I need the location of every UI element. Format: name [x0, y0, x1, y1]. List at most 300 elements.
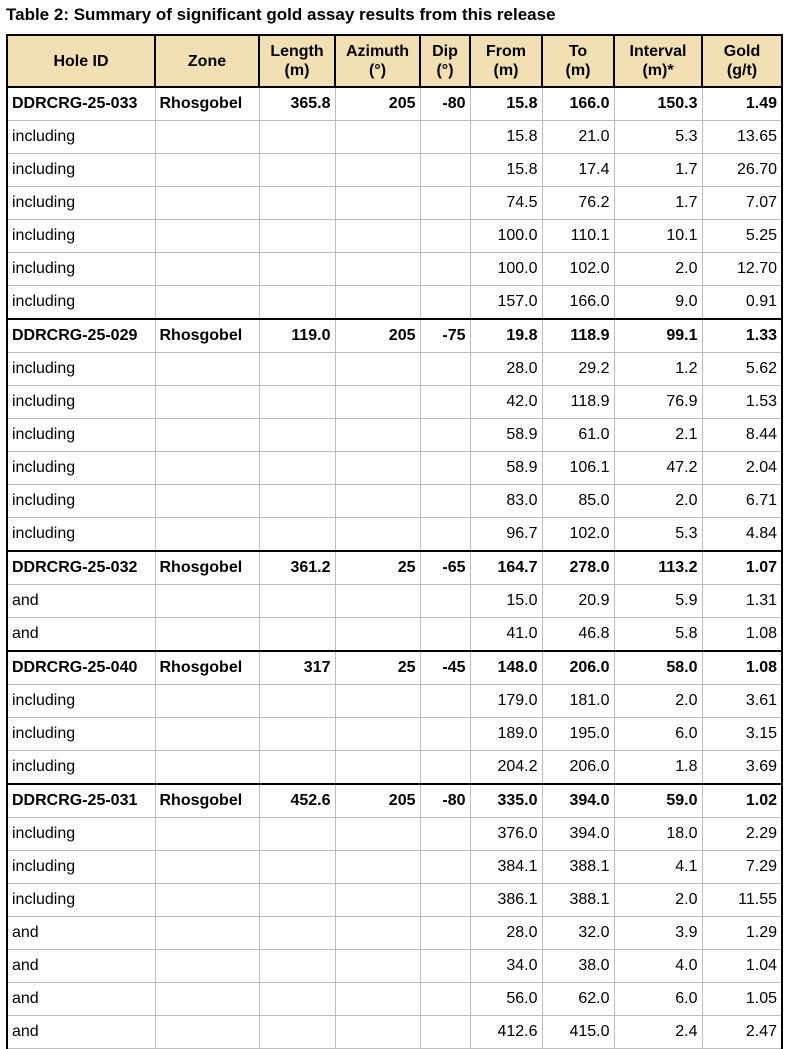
table-row: [7, 585, 782, 618]
cell-hole-id: DDRCRG-25-040: [7, 651, 155, 685]
cell-zone: [155, 1016, 259, 1049]
cell-interval: 99.1: [614, 319, 702, 353]
cell-hole-id: and: [7, 618, 155, 652]
table-row: [7, 751, 782, 785]
table-row: [7, 950, 782, 983]
cell-hole-id: including: [7, 518, 155, 552]
header-length: Length (m): [259, 35, 335, 87]
cell-azimuth: [335, 751, 420, 785]
cell-hole-id: including: [7, 818, 155, 851]
cell-dip: -80: [420, 87, 470, 121]
cell-from: 19.8: [470, 319, 542, 353]
cell-length: [259, 983, 335, 1016]
cell-gold: 1.07: [702, 551, 782, 585]
cell-gold: 1.31: [702, 585, 782, 618]
cell-hole-id: including: [7, 154, 155, 187]
cell-to: 106.1: [542, 452, 614, 485]
cell-hole-id: DDRCRG-25-032: [7, 551, 155, 585]
cell-dip: [420, 917, 470, 950]
cell-length: [259, 518, 335, 552]
cell-to: 46.8: [542, 618, 614, 652]
cell-length: [259, 818, 335, 851]
cell-length: 361.2: [259, 551, 335, 585]
cell-azimuth: [335, 154, 420, 187]
cell-gold: 2.29: [702, 818, 782, 851]
cell-hole-id: and: [7, 983, 155, 1016]
cell-zone: [155, 419, 259, 452]
cell-from: 58.9: [470, 419, 542, 452]
cell-interval: 1.7: [614, 154, 702, 187]
cell-gold: 1.53: [702, 386, 782, 419]
table-row: [7, 1016, 782, 1049]
cell-from: 376.0: [470, 818, 542, 851]
cell-gold: 12.70: [702, 253, 782, 286]
cell-to: 17.4: [542, 154, 614, 187]
cell-to: 32.0: [542, 917, 614, 950]
cell-zone: [155, 518, 259, 552]
cell-zone: Rhosgobel: [155, 651, 259, 685]
cell-dip: [420, 618, 470, 652]
cell-gold: 4.84: [702, 518, 782, 552]
table-row: [7, 452, 782, 485]
cell-length: [259, 585, 335, 618]
cell-zone: [155, 253, 259, 286]
cell-gold: 1.49: [702, 87, 782, 121]
cell-azimuth: [335, 983, 420, 1016]
cell-zone: [155, 950, 259, 983]
cell-dip: [420, 585, 470, 618]
cell-dip: [420, 1016, 470, 1049]
cell-dip: [420, 386, 470, 419]
cell-azimuth: [335, 419, 420, 452]
cell-azimuth: 25: [335, 651, 420, 685]
cell-length: [259, 154, 335, 187]
cell-to: 166.0: [542, 286, 614, 320]
cell-hole-id: DDRCRG-25-029: [7, 319, 155, 353]
cell-zone: [155, 353, 259, 386]
cell-from: 28.0: [470, 353, 542, 386]
cell-to: 29.2: [542, 353, 614, 386]
cell-hole-id: including: [7, 751, 155, 785]
cell-azimuth: [335, 518, 420, 552]
cell-hole-id: including: [7, 485, 155, 518]
cell-to: 206.0: [542, 651, 614, 685]
cell-length: [259, 718, 335, 751]
cell-interval: 2.1: [614, 419, 702, 452]
cell-length: [259, 452, 335, 485]
cell-gold: 3.15: [702, 718, 782, 751]
cell-interval: 2.0: [614, 685, 702, 718]
cell-length: [259, 220, 335, 253]
cell-hole-id: and: [7, 917, 155, 950]
cell-length: 365.8: [259, 87, 335, 121]
cell-length: [259, 353, 335, 386]
cell-zone: [155, 154, 259, 187]
cell-to: 85.0: [542, 485, 614, 518]
cell-interval: 58.0: [614, 651, 702, 685]
cell-to: 76.2: [542, 187, 614, 220]
cell-hole-id: including: [7, 718, 155, 751]
cell-hole-id: including: [7, 253, 155, 286]
cell-azimuth: [335, 1016, 420, 1049]
cell-interval: 9.0: [614, 286, 702, 320]
cell-interval: 4.0: [614, 950, 702, 983]
cell-azimuth: [335, 253, 420, 286]
cell-interval: 2.0: [614, 884, 702, 917]
cell-from: 41.0: [470, 618, 542, 652]
cell-zone: Rhosgobel: [155, 87, 259, 121]
cell-to: 102.0: [542, 518, 614, 552]
header-interval: Interval (m)*: [614, 35, 702, 87]
cell-gold: 1.05: [702, 983, 782, 1016]
hole-row: [7, 651, 782, 685]
cell-interval: 5.8: [614, 618, 702, 652]
cell-interval: 5.9: [614, 585, 702, 618]
cell-interval: 2.4: [614, 1016, 702, 1049]
table-row: [7, 121, 782, 154]
table-row: [7, 485, 782, 518]
cell-gold: 1.02: [702, 784, 782, 818]
table-row: [7, 154, 782, 187]
cell-azimuth: [335, 485, 420, 518]
table-row: [7, 187, 782, 220]
cell-interval: 5.3: [614, 121, 702, 154]
cell-gold: 1.04: [702, 950, 782, 983]
cell-to: 38.0: [542, 950, 614, 983]
cell-to: 394.0: [542, 818, 614, 851]
cell-length: 452.6: [259, 784, 335, 818]
cell-hole-id: including: [7, 452, 155, 485]
hole-row: [7, 551, 782, 585]
cell-azimuth: [335, 286, 420, 320]
cell-from: 335.0: [470, 784, 542, 818]
cell-azimuth: [335, 685, 420, 718]
header-zone: Zone: [155, 35, 259, 87]
table-row: [7, 884, 782, 917]
cell-gold: 1.08: [702, 618, 782, 652]
cell-dip: [420, 718, 470, 751]
cell-interval: 2.0: [614, 253, 702, 286]
cell-from: 157.0: [470, 286, 542, 320]
cell-interval: 1.8: [614, 751, 702, 785]
cell-from: 15.0: [470, 585, 542, 618]
cell-azimuth: [335, 220, 420, 253]
cell-hole-id: including: [7, 353, 155, 386]
cell-length: [259, 751, 335, 785]
cell-azimuth: [335, 187, 420, 220]
cell-dip: -80: [420, 784, 470, 818]
cell-from: 34.0: [470, 950, 542, 983]
cell-zone: Rhosgobel: [155, 551, 259, 585]
cell-dip: [420, 253, 470, 286]
cell-from: 204.2: [470, 751, 542, 785]
cell-dip: [420, 851, 470, 884]
cell-interval: 6.0: [614, 983, 702, 1016]
cell-dip: -45: [420, 651, 470, 685]
cell-length: [259, 685, 335, 718]
cell-from: 412.6: [470, 1016, 542, 1049]
cell-from: 386.1: [470, 884, 542, 917]
cell-zone: [155, 286, 259, 320]
cell-gold: 2.47: [702, 1016, 782, 1049]
cell-from: 15.8: [470, 121, 542, 154]
header-dip: Dip (°): [420, 35, 470, 87]
cell-gold: 8.44: [702, 419, 782, 452]
table-row: [7, 253, 782, 286]
cell-to: 388.1: [542, 851, 614, 884]
assay-results-table: [6, 34, 783, 1049]
cell-from: 148.0: [470, 651, 542, 685]
cell-length: [259, 618, 335, 652]
cell-length: [259, 917, 335, 950]
cell-interval: 76.9: [614, 386, 702, 419]
cell-length: [259, 950, 335, 983]
cell-azimuth: 25: [335, 551, 420, 585]
cell-azimuth: [335, 618, 420, 652]
cell-azimuth: 205: [335, 319, 420, 353]
table-row: [7, 851, 782, 884]
cell-interval: 150.3: [614, 87, 702, 121]
cell-hole-id: including: [7, 121, 155, 154]
cell-to: 388.1: [542, 884, 614, 917]
cell-interval: 59.0: [614, 784, 702, 818]
cell-to: 61.0: [542, 419, 614, 452]
cell-gold: 7.07: [702, 187, 782, 220]
table-row: [7, 718, 782, 751]
cell-from: 15.8: [470, 87, 542, 121]
table-row: [7, 419, 782, 452]
cell-dip: [420, 485, 470, 518]
cell-dip: [420, 419, 470, 452]
cell-from: 58.9: [470, 452, 542, 485]
cell-dip: [420, 818, 470, 851]
cell-azimuth: 205: [335, 87, 420, 121]
cell-length: 317: [259, 651, 335, 685]
cell-zone: [155, 121, 259, 154]
cell-azimuth: [335, 452, 420, 485]
cell-zone: [155, 220, 259, 253]
cell-to: 102.0: [542, 253, 614, 286]
cell-to: 415.0: [542, 1016, 614, 1049]
table-row: [7, 518, 782, 552]
cell-dip: [420, 353, 470, 386]
cell-hole-id: DDRCRG-25-033: [7, 87, 155, 121]
cell-interval: 113.2: [614, 551, 702, 585]
cell-hole-id: DDRCRG-25-031: [7, 784, 155, 818]
cell-length: [259, 851, 335, 884]
cell-zone: [155, 983, 259, 1016]
cell-length: [259, 386, 335, 419]
cell-azimuth: [335, 851, 420, 884]
table-row: [7, 917, 782, 950]
cell-hole-id: including: [7, 685, 155, 718]
cell-zone: [155, 751, 259, 785]
cell-azimuth: [335, 950, 420, 983]
cell-dip: [420, 286, 470, 320]
cell-length: [259, 121, 335, 154]
cell-gold: 7.29: [702, 851, 782, 884]
cell-from: 28.0: [470, 917, 542, 950]
table-row: [7, 685, 782, 718]
header-hole-id: Hole ID: [7, 35, 155, 87]
cell-hole-id: and: [7, 1016, 155, 1049]
cell-dip: [420, 187, 470, 220]
cell-zone: [155, 618, 259, 652]
cell-to: 62.0: [542, 983, 614, 1016]
cell-to: 118.9: [542, 319, 614, 353]
table-row: [7, 353, 782, 386]
cell-interval: 4.1: [614, 851, 702, 884]
cell-from: 83.0: [470, 485, 542, 518]
cell-azimuth: [335, 121, 420, 154]
cell-hole-id: including: [7, 187, 155, 220]
cell-gold: 5.62: [702, 353, 782, 386]
cell-azimuth: [335, 585, 420, 618]
cell-length: [259, 485, 335, 518]
cell-hole-id: including: [7, 386, 155, 419]
cell-gold: 3.69: [702, 751, 782, 785]
table-caption: Table 2: Summary of significant gold assay results from this release: [6, 5, 556, 24]
cell-azimuth: 205: [335, 784, 420, 818]
table-body: [7, 87, 782, 1049]
cell-dip: [420, 983, 470, 1016]
cell-zone: Rhosgobel: [155, 784, 259, 818]
cell-to: 118.9: [542, 386, 614, 419]
cell-to: 206.0: [542, 751, 614, 785]
table-row: [7, 286, 782, 320]
cell-gold: 1.33: [702, 319, 782, 353]
cell-azimuth: [335, 917, 420, 950]
table-row: [7, 818, 782, 851]
table-row: [7, 618, 782, 652]
cell-interval: 1.2: [614, 353, 702, 386]
cell-zone: Rhosgobel: [155, 319, 259, 353]
cell-gold: 11.55: [702, 884, 782, 917]
table-row: [7, 983, 782, 1016]
cell-to: 394.0: [542, 784, 614, 818]
cell-azimuth: [335, 818, 420, 851]
cell-zone: [155, 884, 259, 917]
header-azimuth: Azimuth (°): [335, 35, 420, 87]
header-from: From (m): [470, 35, 542, 87]
header-to: To (m): [542, 35, 614, 87]
cell-hole-id: including: [7, 419, 155, 452]
hole-row: [7, 319, 782, 353]
cell-gold: 13.65: [702, 121, 782, 154]
hole-row: [7, 87, 782, 121]
cell-to: 278.0: [542, 551, 614, 585]
cell-hole-id: including: [7, 220, 155, 253]
cell-hole-id: including: [7, 851, 155, 884]
cell-zone: [155, 685, 259, 718]
cell-gold: 6.71: [702, 485, 782, 518]
cell-dip: -75: [420, 319, 470, 353]
cell-to: 20.9: [542, 585, 614, 618]
cell-from: 42.0: [470, 386, 542, 419]
cell-interval: 47.2: [614, 452, 702, 485]
cell-dip: [420, 884, 470, 917]
cell-dip: [420, 950, 470, 983]
cell-dip: -65: [420, 551, 470, 585]
cell-interval: 1.7: [614, 187, 702, 220]
cell-to: 110.1: [542, 220, 614, 253]
cell-interval: 10.1: [614, 220, 702, 253]
cell-from: 56.0: [470, 983, 542, 1016]
cell-length: [259, 286, 335, 320]
cell-zone: [155, 917, 259, 950]
cell-dip: [420, 452, 470, 485]
cell-from: 15.8: [470, 154, 542, 187]
cell-interval: 18.0: [614, 818, 702, 851]
cell-to: 166.0: [542, 87, 614, 121]
cell-zone: [155, 718, 259, 751]
cell-hole-id: including: [7, 286, 155, 320]
cell-from: 74.5: [470, 187, 542, 220]
cell-zone: [155, 187, 259, 220]
cell-azimuth: [335, 386, 420, 419]
cell-from: 384.1: [470, 851, 542, 884]
cell-gold: 5.25: [702, 220, 782, 253]
cell-length: [259, 1016, 335, 1049]
cell-to: 21.0: [542, 121, 614, 154]
cell-dip: [420, 685, 470, 718]
cell-gold: 3.61: [702, 685, 782, 718]
cell-interval: 2.0: [614, 485, 702, 518]
header-gold: Gold (g/t): [702, 35, 782, 87]
cell-gold: 1.08: [702, 651, 782, 685]
cell-gold: 0.91: [702, 286, 782, 320]
table-row: [7, 386, 782, 419]
cell-dip: [420, 154, 470, 187]
cell-interval: 6.0: [614, 718, 702, 751]
cell-hole-id: and: [7, 585, 155, 618]
cell-from: 164.7: [470, 551, 542, 585]
cell-from: 189.0: [470, 718, 542, 751]
table-row: [7, 220, 782, 253]
cell-to: 195.0: [542, 718, 614, 751]
cell-azimuth: [335, 353, 420, 386]
cell-interval: 5.3: [614, 518, 702, 552]
cell-gold: 1.29: [702, 917, 782, 950]
cell-dip: [420, 518, 470, 552]
cell-length: [259, 419, 335, 452]
cell-zone: [155, 485, 259, 518]
header-row: [7, 35, 782, 87]
cell-dip: [420, 751, 470, 785]
cell-length: [259, 884, 335, 917]
cell-dip: [420, 121, 470, 154]
cell-zone: [155, 452, 259, 485]
cell-hole-id: including: [7, 884, 155, 917]
cell-zone: [155, 585, 259, 618]
cell-from: 179.0: [470, 685, 542, 718]
cell-azimuth: [335, 718, 420, 751]
cell-from: 100.0: [470, 220, 542, 253]
cell-gold: 2.04: [702, 452, 782, 485]
cell-hole-id: and: [7, 950, 155, 983]
cell-length: 119.0: [259, 319, 335, 353]
cell-length: [259, 187, 335, 220]
cell-dip: [420, 220, 470, 253]
cell-from: 96.7: [470, 518, 542, 552]
cell-zone: [155, 851, 259, 884]
cell-to: 181.0: [542, 685, 614, 718]
cell-interval: 3.9: [614, 917, 702, 950]
cell-zone: [155, 818, 259, 851]
cell-azimuth: [335, 884, 420, 917]
cell-zone: [155, 386, 259, 419]
cell-length: [259, 253, 335, 286]
